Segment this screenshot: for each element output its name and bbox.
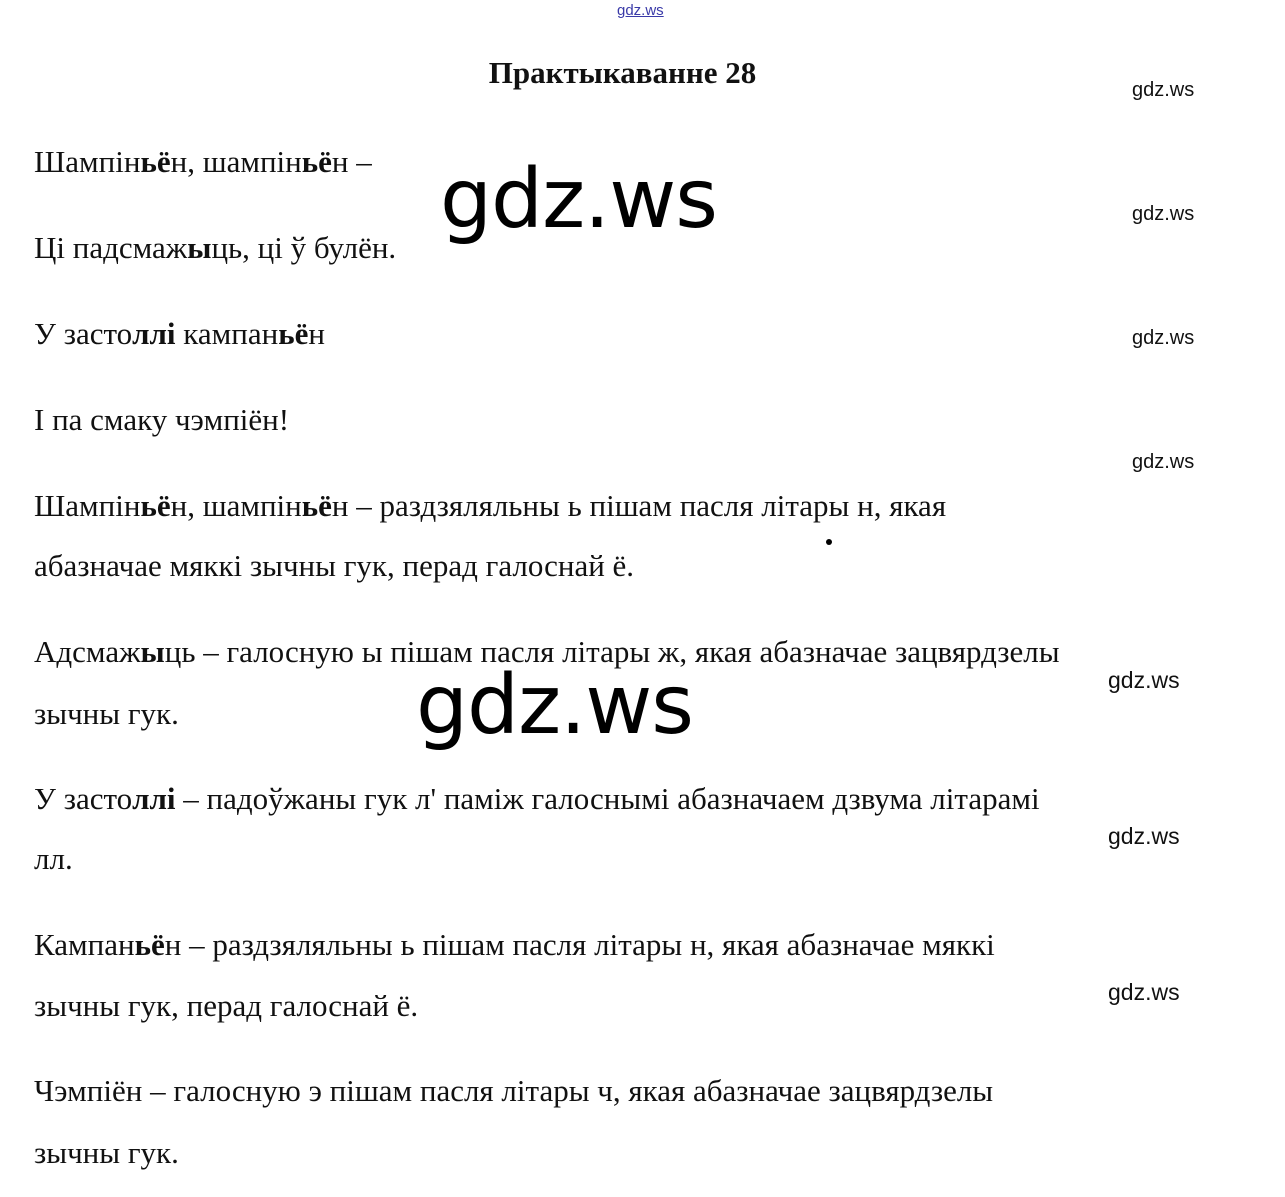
watermark-top: gdz.ws — [617, 2, 664, 19]
watermark-side-6: gdz.ws — [1108, 823, 1180, 849]
watermark-side-5: gdz.ws — [1108, 667, 1180, 693]
explanation-2-line-2: зычны гук. — [34, 696, 179, 731]
poem-line-4: І па смаку чэмпіён! — [34, 402, 290, 437]
explanation-1-line-1: Шампіньён, шампіньён – раздзяляльны ь пішам пасля літары н, якая — [34, 488, 947, 523]
explanation-4-line-2: зычны гук, перад галоснай ё. — [34, 988, 419, 1023]
watermark-side-3: gdz.ws — [1132, 327, 1195, 349]
watermark-big-1: gdz.ws — [440, 152, 717, 247]
watermark-side-2: gdz.ws — [1132, 203, 1195, 225]
stray-dot — [826, 539, 832, 545]
poem-line-1: Шампіньён, шампіньён – — [34, 144, 372, 179]
explanation-3-line-1: У застоллі – падоўжаны гук л' паміж галоснымі абазначаем дзвума літарамі — [34, 781, 1040, 816]
explanation-3-line-2: лл. — [34, 841, 73, 876]
page-title: Практыкаванне 28 — [488, 55, 757, 90]
explanation-5-line-1: Чэмпіён – галосную э пішам пасля літары ч, якая абазначае зацвярдзелы — [34, 1073, 994, 1108]
explanation-4-line-1: Кампаньён – раздзяляльны ь пішам пасля літары н, якая абазначае мяккі — [34, 927, 995, 962]
watermark-big-2: gdz.ws — [416, 658, 693, 753]
poem-line-2: Ці падсмажыць, ці ў булён. — [34, 230, 397, 265]
watermark-side-1: gdz.ws — [1132, 79, 1195, 101]
explanation-2-line-1: Адсмажыць – галосную ы пішам пасля літары ж, якая абазначае зацвярдзелы — [34, 634, 1060, 669]
explanation-5-line-2: зычны гук. — [34, 1135, 179, 1170]
watermark-side-7: gdz.ws — [1108, 979, 1180, 1005]
poem-line-3: У застоллі кампаньён — [34, 316, 325, 351]
explanation-1-line-2: абазначае мяккі зычны гук, перад галоснай ё. — [34, 548, 635, 583]
watermark-side-4: gdz.ws — [1132, 451, 1195, 473]
